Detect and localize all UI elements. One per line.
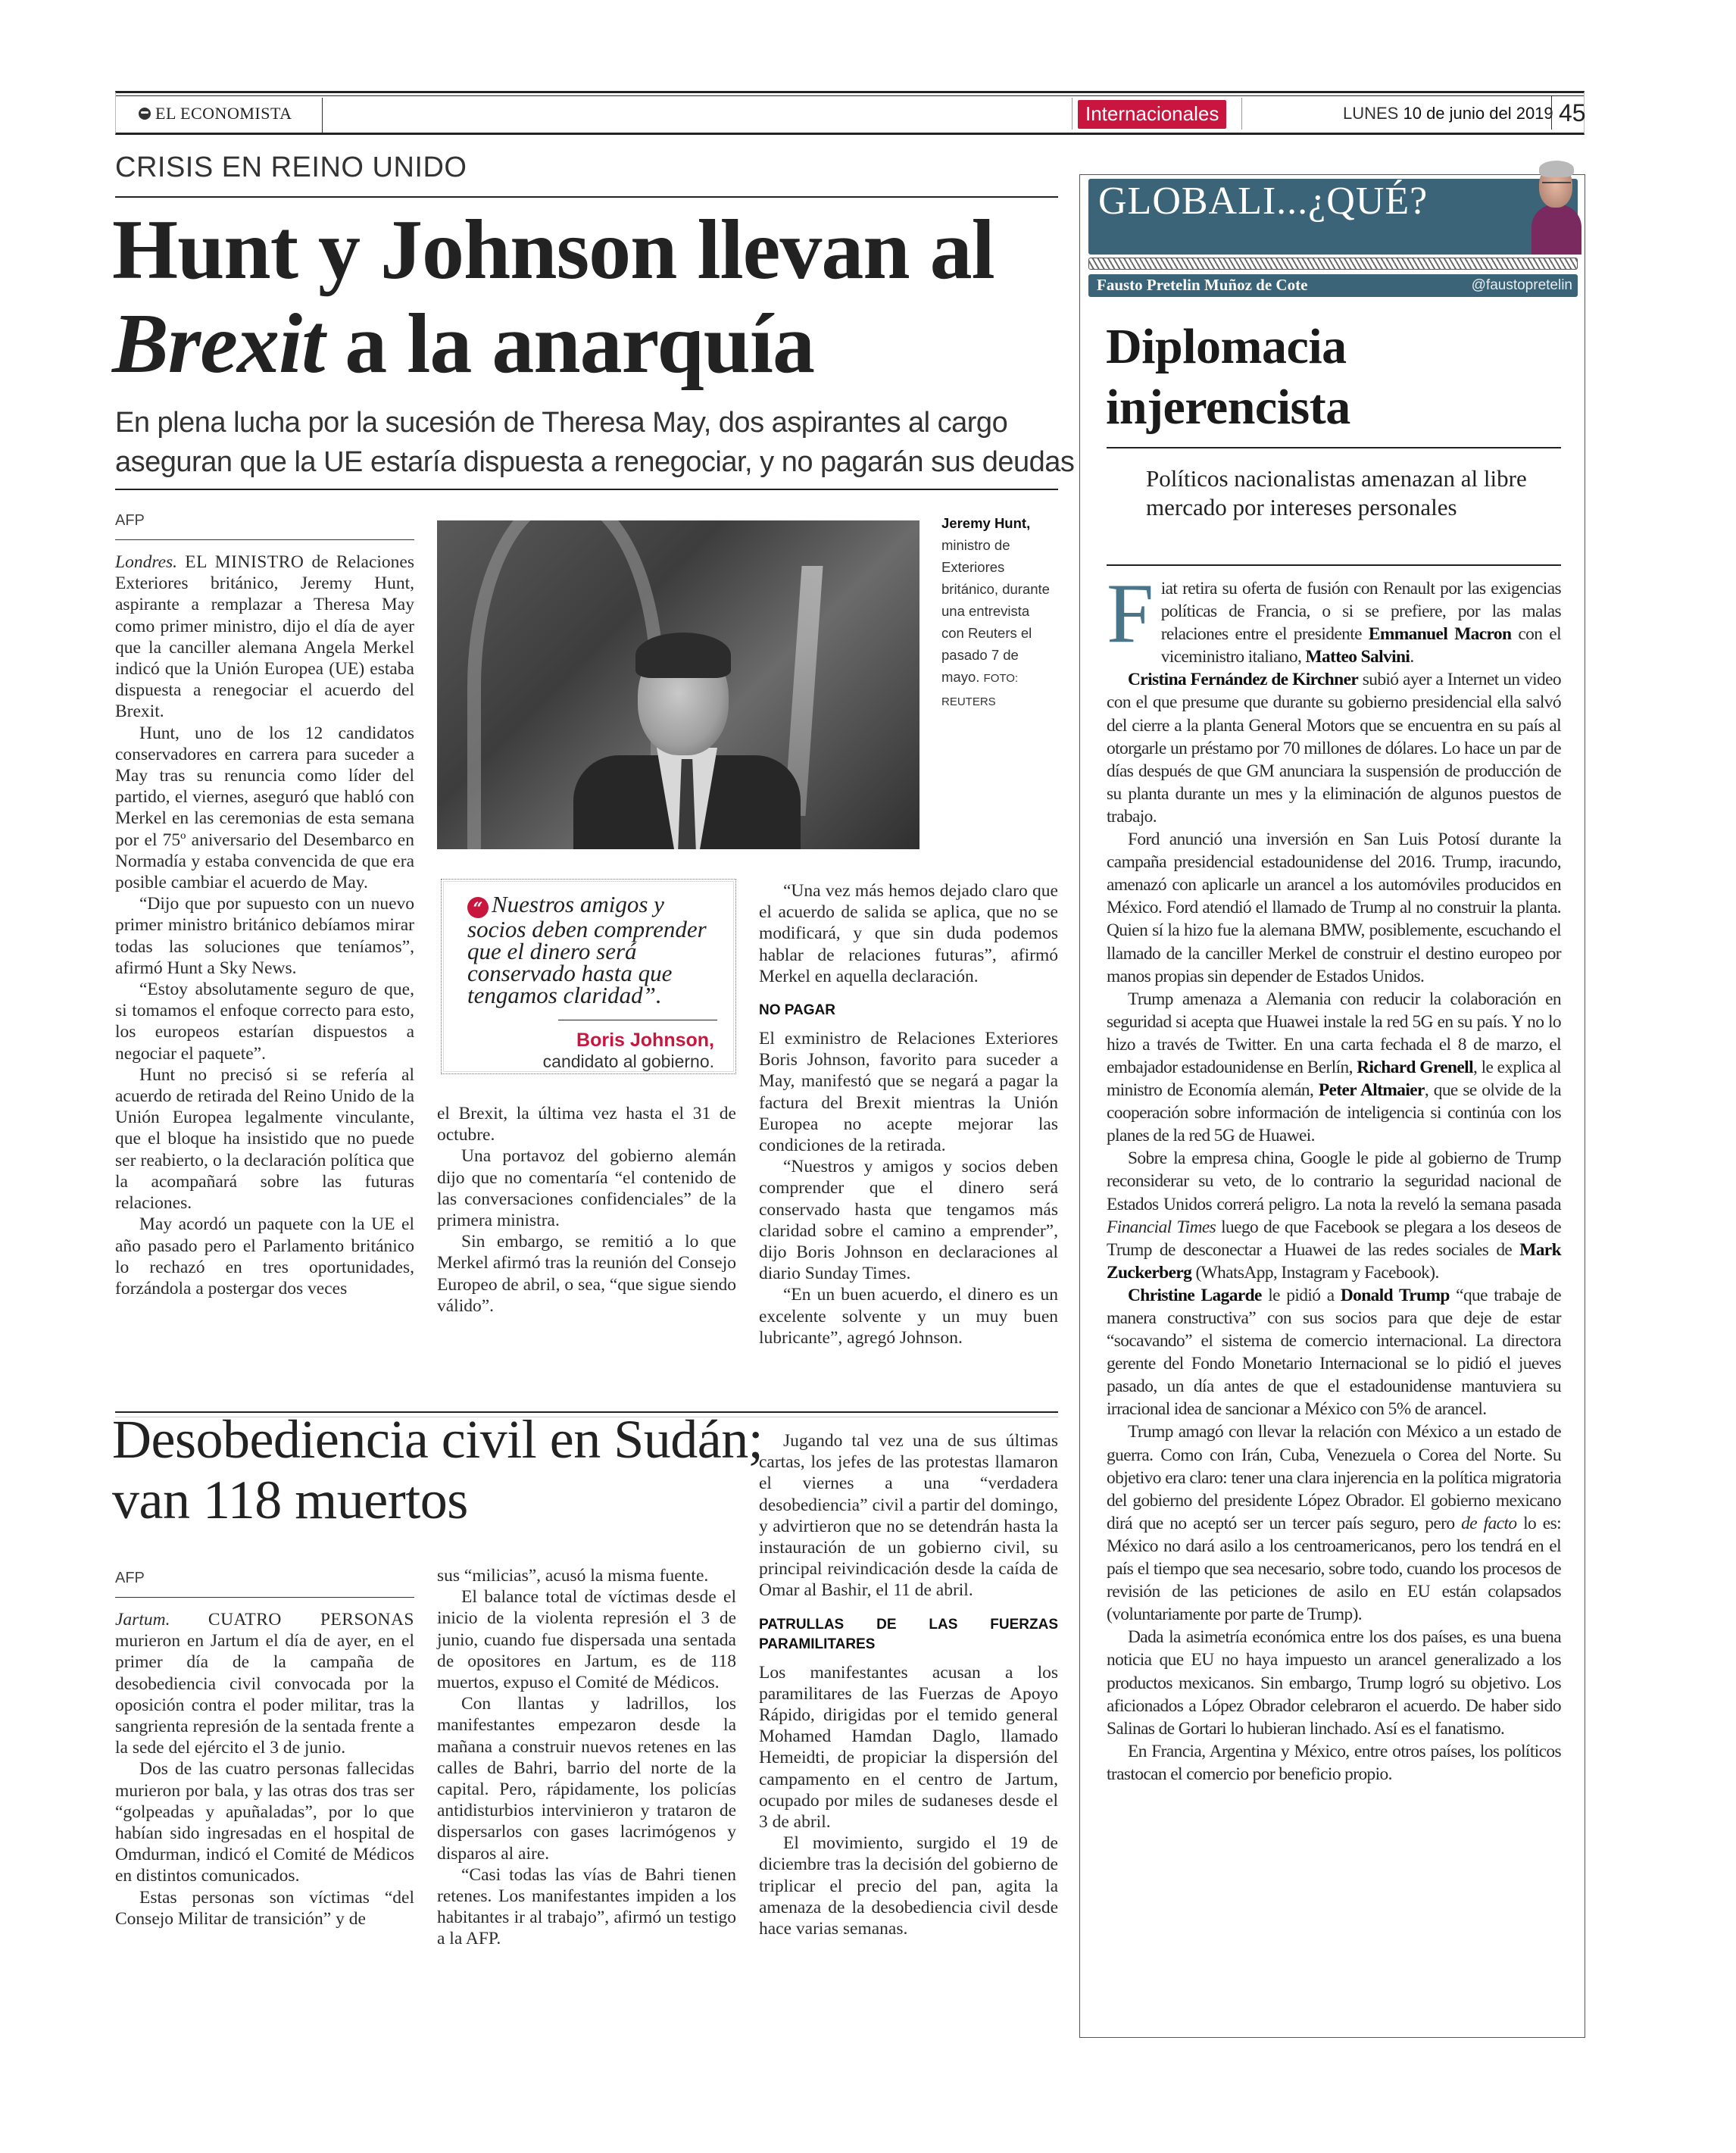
paragraph: “En un buen acuerdo, el dinero es un excelente solvente y un muy buen lubricante”, agregó Johnson. [759, 1285, 1058, 1348]
paragraph: “Una vez más hemos dejado claro que el acuerdo de salida se aplica, que no se modificará, y que sin duda podemos hablar de relaciones futuras”, afirmó Merkel en aquella declaración. [759, 881, 1058, 986]
avatar-hair [1539, 161, 1574, 177]
paragraph: Jugando tal vez una de sus últimas cartas, los jefes de las protestas llamaron el viernes a una “verdadera desobediencia” civil a partir del domingo, y advirtieron que no se detendrán hasta la instauración de un gobierno civil, su principal reivindicación desde la caída de Omar al Bashir, el 11 de abril. [759, 1431, 1058, 1601]
column-rule [1107, 564, 1561, 566]
paragraph: Dos de las cuatro personas fallecidas murieron por bala, y las otras dos tras ser “golpeadas y apuñaladas”, por lo que habían sido ingresadas en el hospital de Omdurman, indicó el Comité de Médicos en distintos comunicados. [115, 1759, 414, 1886]
article-column-3 [759, 1430, 1058, 1939]
page-number: 45 [1559, 99, 1586, 127]
paragraph: “Casi todas las vías de Bahri tienen retenes. Los manifestantes impiden a los habitantes ir al trabajo”, afirmó un testigo a la AFP. [437, 1864, 736, 1949]
paragraph: Hunt, uno de los 12 candidatos conservadores en carrera para suceder a May tras su renuncia como líder del partido, el viernes, aseguró que habló con Merkel en las ceremonias de esta semana por el 75º aniversario del Desembarco en Normadía y estaba convencida de que era posible cambiar el acuerdo de May. [115, 723, 414, 893]
paragraph: Trump amagó con llevar la relación con México a un estado de guerra. Como con Irán, Cuba, Venezuela o Corea del Norte. Su objetivo era claro: tener una clara injerencia en la política migratoria del gobierno del presidente López Obrador. El gobierno mexicano dirá que no aceptó ser un tercer país seguro, pero de facto lo es: México no dará asilo a los centroamericanos, pero los tendrá en el país el tiempo que sea necesario, sobre todo, cuando los procesos de revisión de las peticiones de asilo en EU están colapsados (voluntariamente por parte de Trump). [1107, 1422, 1561, 1625]
paragraph: “Estoy absolutamente seguro de que, si tomamos el enfoque correcto para esto, los europeos estarían dispuestos a negociar el paquete”. [115, 980, 414, 1064]
section-kicker: CRISIS EN REINO UNIDO [115, 152, 467, 183]
brand-globe-icon [139, 108, 151, 120]
paragraph: Jartum. CUATRO PERSONAS murieron en Jartum el día de ayer, en el primer día de la campaña de desobediencia civil convocada por la oposición contra el poder militar, tras la sangrienta represión de la sentada frente a la sede del ejército el 3 de junio. [115, 1610, 414, 1758]
paragraph: El movimiento, surgido el 19 de diciembre tras la decisión del gobierno de triplicar el precio del pan, agita la amenaza de la desobediencia civil desde hace varias semanas. [759, 1833, 1058, 1939]
paragraph: el Brexit, la última vez hasta el 31 de octubre. [437, 1104, 736, 1145]
headline-line2: a la anarquía [324, 297, 815, 391]
day-label: LUNES [1343, 104, 1399, 123]
paragraph: Una portavoz del gobierno alemán dijo que no comentaría “el contenido de las conversaciones confidenciales” de la primera ministra. [437, 1146, 736, 1231]
section-tag[interactable]: Internacionales [1078, 100, 1226, 129]
byline-rule [115, 1597, 414, 1598]
paragraph: Sobre la empresa china, Google le pide al gobierno de Trump reconsiderar su veto, de lo contrario la seguridad nacional de Estados Unidos correrá peligro. La nota la reveló la semana pasada Financial Times luego de que Facebook se plegara a los deseos de Trump de desconectar a Huawei de las redes sociales de Mark Zuckerberg (WhatsApp, Instagram y Facebook). [1107, 1148, 1561, 1283]
article-deck: En plena lucha por la sucesión de Theresa May, dos aspirantes al cargo aseguran que la UE estaría dispuesta a renegociar, y no pagarán sus deudas [115, 407, 1075, 478]
paragraph: El exministro de Relaciones Exteriores Boris Johnson, favorito para suceder a May, manifestó que se negará a pagar la factura del Brexit mientras la Unión Europea no acepte mejorar las condiciones de la retirada. [759, 1029, 1058, 1156]
pull-quote [441, 879, 736, 1074]
paragraph: Cristina Fernández de Kirchner subió ayer a Internet un video con el que presume que durante su gobierno presidencial ella salvó del cierre a la planta General Motors que se encuentra en su país al otorgarle un préstamo por 70 millones de dólares. Lo hace un par de días después de que GM anunciara la suspensión de producción de su planta durante un mes y la eliminación de algunos puestos de trabajo. [1107, 670, 1561, 827]
divider [1551, 96, 1552, 130]
main-headline [112, 203, 1082, 391]
column-headline: Diplomacia injerencista [1106, 319, 1350, 435]
caption-name: Jeremy Hunt, [941, 515, 1031, 531]
byline: AFP [115, 1570, 145, 1586]
article-photo[interactable] [437, 520, 920, 849]
article-column-2 [437, 1565, 736, 1950]
article-column-1 [115, 1609, 414, 1930]
quote-icon: “ [467, 897, 489, 918]
column-deck: Políticos nacionalistas amenazan al libre mercado por intereses personales [1146, 465, 1527, 520]
photo-hair [635, 633, 731, 678]
column-body [1107, 567, 1561, 1786]
paragraph: En Francia, Argentina y México, entre otros países, los políticos trastocan el comercio por beneficio propio. [1107, 1741, 1561, 1784]
byline-rule [115, 539, 414, 540]
columnist-avatar [1531, 159, 1581, 255]
paragraph: El balance total de víctimas desde el inicio de la violenta represión el 3 de junio, cuando fue dispersada una sentada de opositores en Jartum, es de 118 muertos, expuso el Comité de Médicos. [437, 1587, 736, 1693]
date-text: 10 de junio del 2019 [1403, 104, 1553, 123]
photo-caption [941, 512, 1055, 713]
paragraph: Los manifestantes acusan a los paramilitares de las Fuerzas de Apoyo Rápido, dirigidas por el temido general Mohamed Hamdan Daglo, llamado Hemeidti, de propiciar la dispersión del campamento en el centro de Jartum, ocupado por miles de sudaneses desde el 3 de abril. [759, 1662, 1058, 1833]
brand-name: EL ECONOMISTA [155, 104, 292, 123]
paragraph: Ford anunció una inversión en San Luis Potosí durante la campaña presidencial estadounidense del 2016. Trump, iracundo, amenazó con aplicarle un arancel a los automóviles producidos en México. Ford atendió el llamado de Trump al no construir la planta. Quien sí la hizo fue la alemana BMW, posiblemente, escuchando el llamado de la canciller Merkel de construir el destino europeo por manos propias sin depender de Estados Unidos. [1107, 830, 1561, 986]
dateline: Jartum. [115, 1610, 170, 1630]
drop-cap: F [1107, 567, 1154, 661]
subheading: NO PAGAR [759, 1002, 835, 1019]
paragraph: Dada la asimetría económica entre los dos países, es una buena noticia que EU no haya impuesto un arancel generalizado a los productos mexicanos. Sin embargo, Trump logró su objetivo. Los aficionados a López Obrador celebraron el acuerdo. De haber sido Salinas de Gortari lo hubieran linchado. Así es el fanatismo. [1107, 1627, 1561, 1739]
caption-text: ministro de Exteriores británico, durante una entrevista con Reuters el pasado 7 de mayo. [941, 537, 1050, 685]
byline: AFP [115, 512, 145, 529]
article-column-3 [759, 880, 1058, 1348]
paragraph: Christine Lagarde le pidió a Donald Trump “que trabaje de manera constructiva” con sus socios para que deje de estar “socavando” el sistema de comercio internacional. La directora gerente del Fondo Monetario Internacional se lo pidió el jueves pasado, un día antes de que el estadounidense mantuviera su irracional idea de sancionar a México con 5% de arancel. [1107, 1285, 1561, 1420]
paragraph: sus “milicias”, acusó la misma fuente. [437, 1566, 709, 1586]
paragraph: “Nuestros y amigos y socios deben comprender que el dinero será conservado hasta que tengamos más claridad sobre el camino a emprender”, dijo Boris Johnson en declaraciones al diario Sunday Times. [759, 1157, 1058, 1284]
decorative-stripe [1088, 258, 1578, 270]
kicker-rule [115, 196, 1058, 198]
divider [322, 98, 323, 133]
paragraph: Sin embargo, se remitió a lo que Merkel afirmó tras la reunión del Consejo Europeo de abril, o sea, “que sigue siendo válido”. [437, 1232, 736, 1316]
lead-caps: EL MINISTRO [185, 552, 304, 572]
paragraph: Hunt no precisó si se refería al acuerdo de retirada del Reino Unido de la Unión Europea legalmente vinculante, que el bloque ha insistido que no puede ser reabierto, o la declaración política que la acompañará sobre las futuras relaciones. [115, 1064, 414, 1214]
dateline: Londres. [115, 552, 178, 572]
headline-italic-word: Brexit [112, 297, 325, 391]
pull-quote-role: candidato al gobierno. [542, 1052, 714, 1071]
paragraph: May acordó un paquete con la UE el año pasado pero el Parlamento británico lo rechazó en tres oportunidades, forzándola a postergar dos veces [115, 1214, 414, 1298]
subheading: PATRULLAS DE LAS FUERZAS PARAMILITARES [759, 1616, 1058, 1652]
columnist-name: Fausto Pretelin Muñoz de Cote [1097, 276, 1308, 294]
paragraph: Londres. EL MINISTRO de Relaciones Exteriores británico, Jeremy Hunt, aspirante a remplazar a Theresa May como primer ministro, dijo el día de ayer que la canciller alemana Angela Merkel indicó que la Unión Europea (UE) estaba dispuesta a renegociar el acuerdo del Brexit. [115, 552, 414, 722]
avatar-sweater [1531, 205, 1581, 255]
column-title: GLOBALI...¿QUÉ? [1098, 180, 1428, 223]
headline-line1: Hunt y Johnson llevan al [112, 203, 994, 297]
paragraph: Trump amenaza a Alemania con reducir la colaboración en seguridad si acepta que Huawei instale la red 5G en su país. Y no lo hizo a través de Twitter. En una carta fechada el 8 de marzo, el embajador estadounidense en Berlín, Richard Grenell, le explica al ministro de Economía alemán, Peter Altmaier, que se olvide de la cooperación sobre información de inteligencia si continúa con los planes de la red 5G de Huawei. [1107, 989, 1561, 1146]
brand-logo [139, 104, 292, 123]
paragraph: Con llantas y ladrillos, los manifestantes empezaron desde la mañana a construir nuevos retenes en las calles de Bahri, barrio del norte de la capital. Pero, rápidamente, los policías antidisturbios intervinieron y trataron de dispersarlos con gases lacrimógenos y disparos al aire. [437, 1694, 736, 1864]
pull-quote-text: “ Nuestros amigos y socios deben comprender que el dinero será conservado hasta que tengamos claridad”. [467, 891, 707, 1008]
divider [1072, 98, 1073, 130]
article-column-2 [437, 1103, 736, 1317]
columnist-handle[interactable]: @faustopretelin [1471, 277, 1572, 293]
column-rule [1107, 447, 1561, 448]
page-header [115, 91, 1585, 135]
pull-quote-author: Boris Johnson, [576, 1030, 714, 1051]
lead-caps: CUATRO PERSONAS [208, 1610, 414, 1630]
paragraph: Fiat retira su oferta de fusión con Renault por las exigencias políticas de Francia, o si se prefiere, por las malas relaciones entre el presidente Emmanuel Macron con el viceministro italiano, Matteo Salvini. [1107, 567, 1561, 667]
paragraph: Estas personas son víctimas “del Consejo Militar de transición” y de [115, 1887, 414, 1929]
paragraph: “Dijo que por supuesto con un nuevo primer ministro británico debíamos mirar todas las soluciones que teníamos”, afirmó Hunt a Sky News. [115, 894, 414, 978]
issue-date [1343, 104, 1553, 123]
deck-rule [115, 489, 1058, 490]
divider [1241, 98, 1242, 130]
secondary-headline: Desobediencia civil en Sudán; van 118 muertos [112, 1409, 763, 1530]
avatar-glasses [1542, 182, 1571, 186]
photo-credit: FOTO: REUTERS [941, 672, 1019, 708]
article-column-1 [115, 552, 414, 1299]
